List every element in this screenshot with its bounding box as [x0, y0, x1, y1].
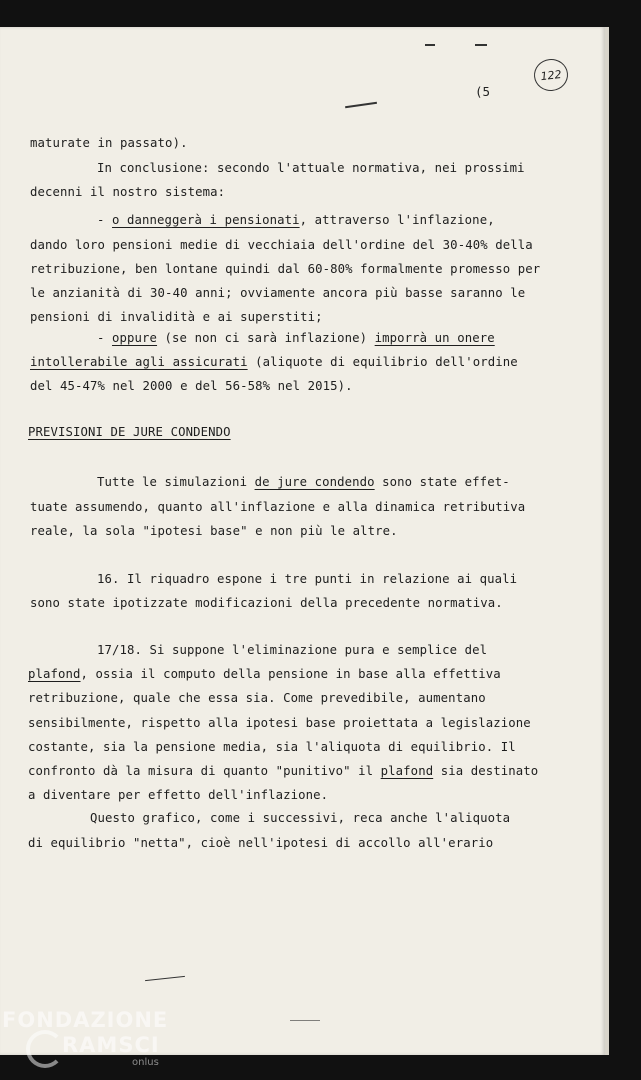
document-page	[0, 27, 605, 1055]
text-line	[97, 475, 510, 489]
text-line	[97, 213, 495, 227]
text-line: sono state ipotizzate modificazioni della precedente normativa.	[30, 596, 503, 610]
pen-mark	[290, 1020, 320, 1021]
watermark-line3: onlus	[132, 1057, 159, 1068]
text-fragment: sia destinato	[433, 764, 539, 778]
text-fragment: sono state effet-	[374, 475, 510, 489]
page-number: (5	[475, 84, 491, 99]
watermark-logo-icon	[26, 1030, 64, 1068]
text-line: Questo grafico, come i successivi, reca anche l'aliquota	[90, 811, 511, 825]
text-fragment: , attraverso l'inflazione,	[299, 213, 495, 227]
text-line: In conclusione: secondo l'attuale normativa, nei prossimi	[97, 161, 525, 175]
text-fragment: (aliquote di equilibrio dell'ordine	[247, 355, 518, 369]
underlined-phrase: plafond	[380, 764, 434, 778]
text-line: reale, la sola "ipotesi base" e non più le altre.	[30, 524, 398, 538]
watermark-line1: FONDAZIONE	[2, 1008, 169, 1032]
underlined-phrase: intollerabile agli assicurati	[30, 355, 248, 369]
text-line: tuate assumendo, quanto all'inflazione e alla dinamica retributiva	[30, 500, 526, 514]
text-line: 17/18. Si suppone l'eliminazione pura e semplice del	[97, 643, 488, 657]
text-line: costante, sia la pensione media, sia l'aliquota di equilibrio. Il	[28, 740, 516, 754]
text-line	[30, 355, 518, 369]
text-line: 16. Il riquadro espone i tre punti in relazione ai quali	[97, 572, 518, 586]
text-line: del 45-47% nel 2000 e del 56-58% nel 2015).	[30, 379, 353, 393]
pen-mark	[475, 44, 487, 46]
page-edge	[605, 27, 609, 1055]
text-line: le anzianità di 30-40 anni; ovviamente ancora più basse saranno le	[30, 286, 526, 300]
underlined-phrase: imporrà un onere	[374, 331, 495, 345]
text-line: decenni il nostro sistema:	[30, 185, 226, 199]
dash: -	[97, 331, 113, 345]
underlined-phrase: de jure condendo	[254, 475, 375, 489]
text-line: sensibilmente, rispetto alla ipotesi base proiettata a legislazione	[28, 716, 531, 730]
text-line	[97, 331, 495, 345]
text-fragment: confronto dà la misura di quanto "punitivo" il	[28, 764, 381, 778]
text-line: pensioni di invalidità e ai superstiti;	[30, 310, 323, 324]
text-line: retribuzione, ben lontane quindi dal 60-80% formalmente promesso per	[30, 262, 541, 276]
text-line: di equilibrio "netta", cioè nell'ipotesi di accollo all'erario	[28, 836, 494, 850]
text-line: a diventare per effetto dell'inflazione.	[28, 788, 329, 802]
text-line	[28, 764, 538, 778]
watermark-line2: RAMSCI	[62, 1033, 160, 1057]
text-fragment: , ossia il computo della pensione in base alla effettiva	[80, 667, 501, 681]
text-line: maturate in passato).	[30, 136, 188, 150]
text-line	[28, 667, 501, 681]
text-line: dando loro pensioni medie di vecchiaia dell'ordine del 30-40% della	[30, 238, 533, 252]
text-line: retribuzione, quale che essa sia. Come prevedibile, aumentano	[28, 691, 486, 705]
text-fragment: (se non ci sarà inflazione)	[157, 331, 375, 345]
underlined-phrase: o danneggerà i pensionati	[112, 213, 300, 227]
section-heading: PREVISIONI DE JURE CONDENDO	[28, 425, 231, 439]
underlined-phrase: plafond	[28, 667, 81, 681]
pen-mark	[425, 44, 435, 46]
text-fragment: Tutte le simulazioni	[97, 475, 255, 489]
dash: -	[97, 213, 113, 227]
underlined-phrase: oppure	[112, 331, 158, 345]
archive-stamp-number: 122	[539, 67, 563, 83]
